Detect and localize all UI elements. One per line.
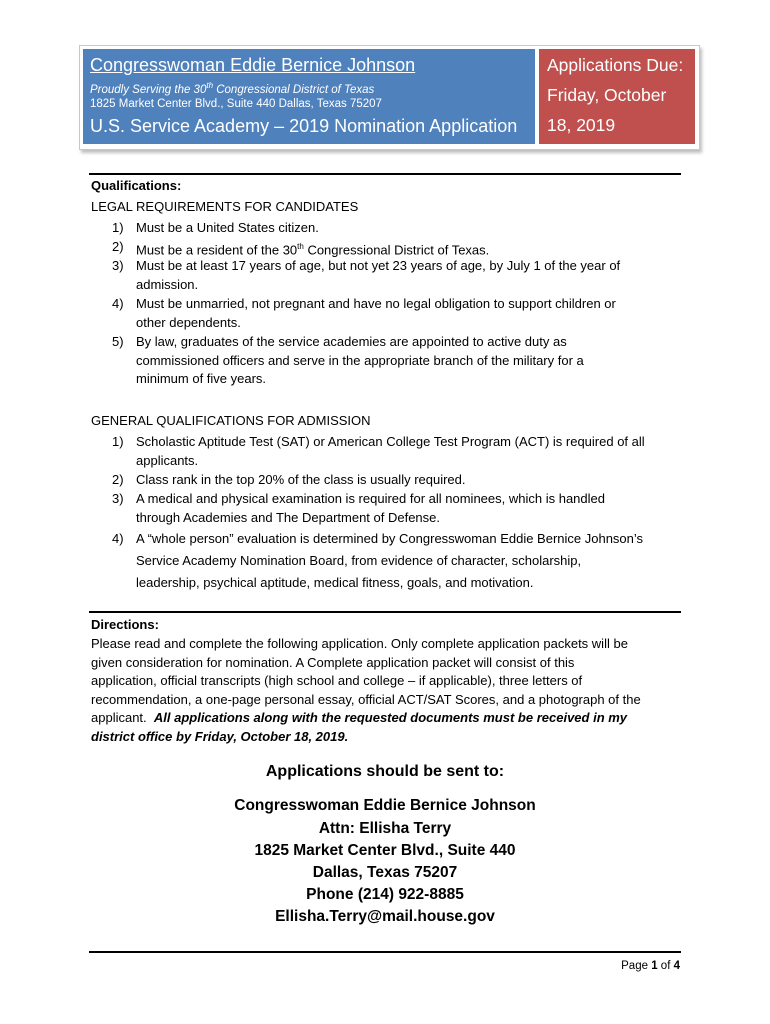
list-text: Class rank in the top 20% of the class is usually required. <box>136 472 466 487</box>
directions-line: application, official transcripts (high school and college – if applicable), three letters of <box>91 673 583 689</box>
page-of: of <box>660 960 671 972</box>
contact-email: Ellisha.Terry@mail.house.gov <box>275 908 495 925</box>
mailing-line: 1825 Market Center Blvd., Suite 440 <box>254 842 516 859</box>
list-line: commissioned officers and serve in the appropriate branch of the military for a <box>136 352 584 368</box>
page-label: Page <box>621 960 648 972</box>
list-line: through Academies and The Department of Defense. <box>136 509 441 525</box>
list-line: Must be at least 17 years of age, but not yet 23 years of age, by July 1 of the year of <box>136 258 621 273</box>
legal-requirements-heading: LEGAL REQUIREMENTS FOR CANDIDATES <box>91 199 359 214</box>
mailing-line: Attn: Ellisha Terry <box>318 820 452 837</box>
mailing-line: Congresswoman Eddie Bernice Johnson <box>234 797 536 814</box>
list-number: 3) <box>112 258 124 273</box>
page-number <box>621 960 680 972</box>
application-title: U.S. Service Academy – 2019 Nomination Application <box>90 116 518 136</box>
serving-text-end: Congressional District of Texas <box>213 83 375 96</box>
header-info-panel <box>83 49 535 144</box>
list-item <box>112 528 682 594</box>
ordinal-suffix: th <box>297 242 304 251</box>
list-text <box>136 433 682 470</box>
list-text <box>136 333 682 389</box>
footer-divider <box>89 951 681 953</box>
congresswoman-name: Congresswoman Eddie Bernice Johnson <box>90 55 416 75</box>
list-line: Must be unmarried, not pregnant and have no legal obligation to support children or <box>136 296 616 311</box>
list-number: 3) <box>112 491 124 506</box>
due-line: Applications Due: <box>547 55 684 75</box>
list-text-part: Congressional District of Texas. <box>303 242 490 258</box>
general-qualifications-heading: GENERAL QUALIFICATIONS FOR ADMISSION <box>91 413 371 428</box>
directions-paragraph <box>91 635 681 747</box>
directions-heading: Directions: <box>91 617 159 632</box>
current-page: 1 <box>651 960 658 972</box>
list-number: 2) <box>112 239 124 254</box>
section-divider <box>89 611 681 613</box>
list-item <box>112 490 682 527</box>
list-text <box>136 490 682 527</box>
office-address: 1825 Market Center Blvd., Suite 440 Dallas, Texas 75207 <box>90 98 382 110</box>
directions-line: Please read and complete the following application. Only complete application packets will be <box>91 636 628 651</box>
list-text <box>136 528 682 594</box>
list-line: A “whole person” evaluation is determined by Congresswoman Eddie Bernice Johnson’s <box>136 531 644 546</box>
list-item <box>112 433 682 470</box>
list-text: Must be a United States citizen. <box>136 220 319 235</box>
section-divider <box>89 173 681 175</box>
list-item <box>112 333 682 389</box>
list-number: 4) <box>112 296 124 311</box>
deadline-notice: district office by Friday, October 18, 2019. <box>91 728 349 744</box>
list-line: admission. <box>136 276 199 292</box>
list-item <box>112 257 682 294</box>
list-line: Service Academy Nomination Board, from evidence of character, scholarship, <box>136 553 582 568</box>
list-line: minimum of five years. <box>136 371 267 387</box>
serving-ordinal: th <box>206 81 214 90</box>
mailing-line: Dallas, Texas 75207 <box>312 864 458 881</box>
serving-tagline <box>90 81 374 96</box>
list-item <box>112 471 682 490</box>
list-text-part: Must be a resident of the 30 <box>136 242 298 258</box>
list-item <box>112 295 682 332</box>
list-number: 2) <box>112 472 124 487</box>
list-line: leadership, psychical aptitude, medical fitness, goals, and motivation. <box>136 575 534 590</box>
list-line: other dependents. <box>136 314 241 330</box>
list-line: By law, graduates of the service academies are appointed to active duty as <box>136 334 567 349</box>
list-line: applicants. <box>136 452 199 468</box>
directions-line: applicant. <box>91 710 154 726</box>
due-line: 18, 2019 <box>547 115 616 135</box>
list-text <box>136 295 682 332</box>
send-to-heading: Applications should be sent to: <box>265 763 505 780</box>
list-number: 1) <box>112 434 124 449</box>
qualifications-heading: Qualifications: <box>91 178 182 193</box>
total-pages: 4 <box>673 960 680 972</box>
deadline-notice: All applications along with the requested documents must be received in my <box>153 710 628 726</box>
list-number: 4) <box>112 531 124 546</box>
list-number: 1) <box>112 220 124 235</box>
due-date-panel <box>539 49 695 144</box>
directions-line: recommendation, a one-page personal essay, official ACT/SAT Scores, and a photograph of the <box>91 691 641 707</box>
directions-line: given consideration for nomination. A Complete application packet will consist of this <box>91 654 575 670</box>
due-line: Friday, October <box>547 85 667 105</box>
list-item <box>112 219 682 238</box>
serving-text: Proudly Serving the 30 <box>90 83 207 96</box>
list-number: 5) <box>112 334 124 349</box>
mailing-line: Phone (214) 922-8885 <box>306 886 464 903</box>
list-text <box>136 257 682 294</box>
list-line: A medical and physical examination is required for all nominees, which is handled <box>136 491 605 506</box>
list-line: Scholastic Aptitude Test (SAT) or American College Test Program (ACT) is required of all <box>136 434 645 449</box>
